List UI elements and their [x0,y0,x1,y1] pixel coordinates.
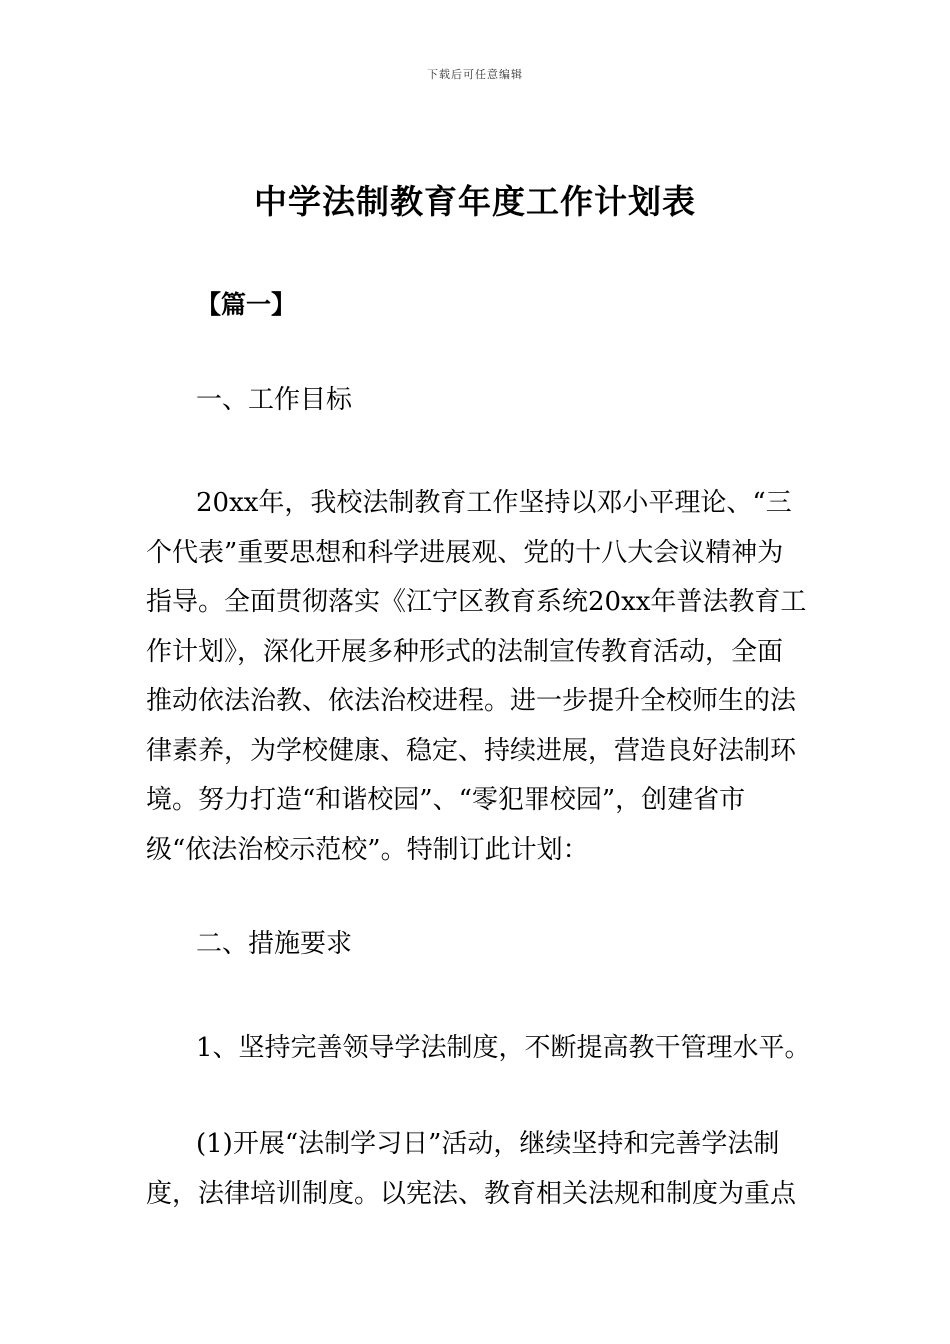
section-heading-measures: 二、措施要求 [196,929,353,959]
paragraph-line: 作计划》，深化开展多种形式的法制宣传教育活动，全面 [146,636,784,667]
paragraph-line: 指导。全面贯彻落实《江宁区教育系统20xx年普法教育工 [146,587,807,617]
paragraph-line: 律素养，为学校健康、稳定、持续进展，营造良好法制环 [146,735,797,766]
paragraph-line: 推动依法治教、依法治校进程。进一步提升全校师生的法 [146,686,797,716]
paragraph-measure-detail [146,1120,806,1219]
section-heading-goals: 一、工作目标 [196,385,353,415]
paragraph-line: 境。努力打造“和谐校园”、“零犯罪校园”，创建省市 [146,785,746,815]
paragraph-line: (1)开展“法制学习日”活动，继续坚持和完善学法制 [196,1129,780,1159]
paragraph-line: 度，法律培训制度。以宪法、教育相关法规和制度为重点 [146,1178,797,1209]
paragraph-line: 级“依法治校示范校”。特制订此计划： [146,834,589,865]
paragraph-goals [146,479,806,875]
paragraph-line: 个代表”重要思想和科学进展观、党的十八大会议精神为 [146,537,784,568]
document-title: 中学法制教育年度工作计划表 [254,182,696,221]
paragraph-line: 20xx年，我校法制教育工作坚持以邓小平理论、“三 [196,488,792,518]
measure-item-1: 1、坚持完善领导学法制度，不断提高教干管理水平。 [196,1033,811,1063]
header-note: 下载后可任意编辑 [427,68,523,81]
section-tag: 【篇一】 [196,290,297,319]
